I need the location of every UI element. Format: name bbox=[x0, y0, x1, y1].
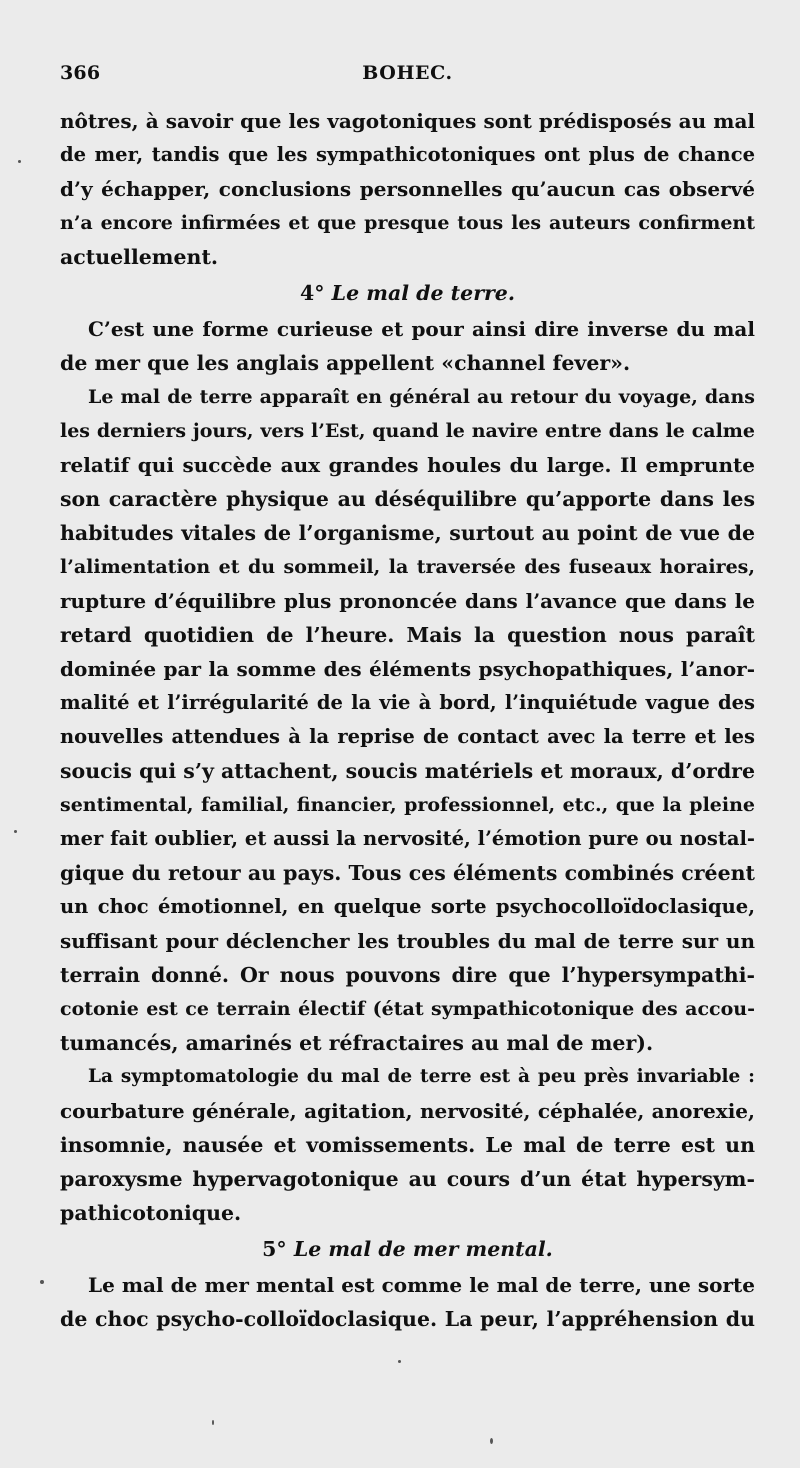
page-number: 366 bbox=[60, 62, 101, 84]
text-line: habitudes vitales de l’organisme, surtout au point de vue de bbox=[60, 521, 755, 545]
section-number: 5° bbox=[262, 1237, 287, 1261]
text-line: un choc émotionnel, en quelque sorte psychocolloïdoclasique, bbox=[60, 895, 755, 918]
text-line: insomnie, nausée et vomissements. Le mal de terre est un bbox=[60, 1133, 755, 1157]
text-line: rupture d’équilibre plus prononcée dans l’avance que dans le bbox=[60, 589, 755, 613]
text-line: relatif qui succède aux grandes houles du large. Il emprunte bbox=[60, 453, 755, 477]
text-line: l’alimentation et du sommeil, la traversée des fuseaux horaires, bbox=[60, 556, 755, 578]
running-head: BOHEC. bbox=[362, 62, 453, 84]
scan-speck bbox=[14, 830, 17, 833]
text-line: tumancés, amarinés et réfractaires au mal de mer). bbox=[60, 1031, 654, 1055]
text-line: cotonie est ce terrain électif (état sympathicotonique des accou- bbox=[60, 998, 755, 1020]
scan-speck bbox=[398, 1360, 401, 1363]
scan-speck bbox=[18, 160, 21, 163]
text-line: terrain donné. Or nous pouvons dire que l’hypersympathi- bbox=[60, 963, 755, 987]
section-heading-4 bbox=[60, 274, 755, 312]
scan-speck bbox=[490, 1438, 493, 1444]
section-number: 4° bbox=[300, 281, 325, 305]
text-line: pathicotonique. bbox=[60, 1201, 242, 1225]
text-line: actuellement. bbox=[60, 245, 219, 269]
text-line: de mer que les anglais appellent «channel fever». bbox=[60, 351, 631, 375]
paragraph-3 bbox=[60, 380, 755, 1060]
text-line: paroxysme hypervagotonique au cours d’un état hypersym- bbox=[60, 1167, 755, 1191]
section-title: Le mal de terre. bbox=[331, 281, 515, 305]
text-line: mer fait oublier, et aussi la nervosité, l’émotion pure ou nostal- bbox=[60, 827, 755, 850]
section-title: Le mal de mer mental. bbox=[293, 1237, 553, 1261]
text-line: n’a encore infirmées et que presque tous les auteurs confirment bbox=[60, 212, 755, 234]
text-line: courbature générale, agitation, nervosité, céphalée, anorexie, bbox=[60, 1099, 755, 1123]
text-line: gique du retour au pays. Tous ces éléments combinés créent bbox=[60, 861, 755, 885]
text-line: d’y échapper, conclusions personnelles qu’aucun cas observé bbox=[60, 177, 755, 201]
paragraph-2 bbox=[60, 312, 755, 380]
text-line: nôtres, à savoir que les vagotoniques sont prédisposés au mal bbox=[60, 109, 755, 133]
text-line: nouvelles attendues à la reprise de contact avec la terre et les bbox=[60, 725, 755, 748]
text-line: La symptomatologie du mal de terre est à peu près invariable : bbox=[88, 1066, 755, 1087]
section-heading-5 bbox=[60, 1230, 755, 1268]
page-header bbox=[60, 62, 755, 102]
text-line: de choc psycho-colloïdoclasique. La peur, l’appréhension du bbox=[60, 1307, 755, 1331]
text-line: suffisant pour déclencher les troubles du mal de terre sur un bbox=[60, 929, 755, 953]
body-text bbox=[60, 104, 755, 1336]
paragraph-4 bbox=[60, 1060, 755, 1230]
scan-speck bbox=[40, 1280, 44, 1284]
text-line: les derniers jours, vers l’Est, quand le navire entre dans le calme bbox=[60, 420, 755, 442]
text-line: malité et l’irrégularité de la vie à bord, l’inquiétude vague des bbox=[60, 691, 755, 714]
text-line: sentimental, familial, financier, professionnel, etc., que la pleine bbox=[60, 794, 755, 816]
text-line: son caractère physique au déséquilibre qu’apporte dans les bbox=[60, 487, 755, 511]
text-line: soucis qui s’y attachent, soucis matériels et moraux, d’ordre bbox=[60, 759, 755, 783]
paragraph-5 bbox=[60, 1268, 755, 1336]
scan-speck bbox=[212, 1420, 214, 1425]
text-line: Le mal de terre apparaît en général au retour du voyage, dans bbox=[88, 386, 755, 408]
text-line: dominée par la somme des éléments psychopathiques, l’anor- bbox=[60, 657, 755, 681]
text-line: Le mal de mer mental est comme le mal de terre, une sorte bbox=[88, 1273, 755, 1297]
text-line: retard quotidien de l’heure. Mais la question nous paraît bbox=[60, 623, 755, 647]
text-line: C’est une forme curieuse et pour ainsi dire inverse du mal bbox=[88, 317, 755, 341]
paragraph-1 bbox=[60, 104, 755, 274]
text-line: de mer, tandis que les sympathicotoniques ont plus de chance bbox=[60, 143, 755, 166]
